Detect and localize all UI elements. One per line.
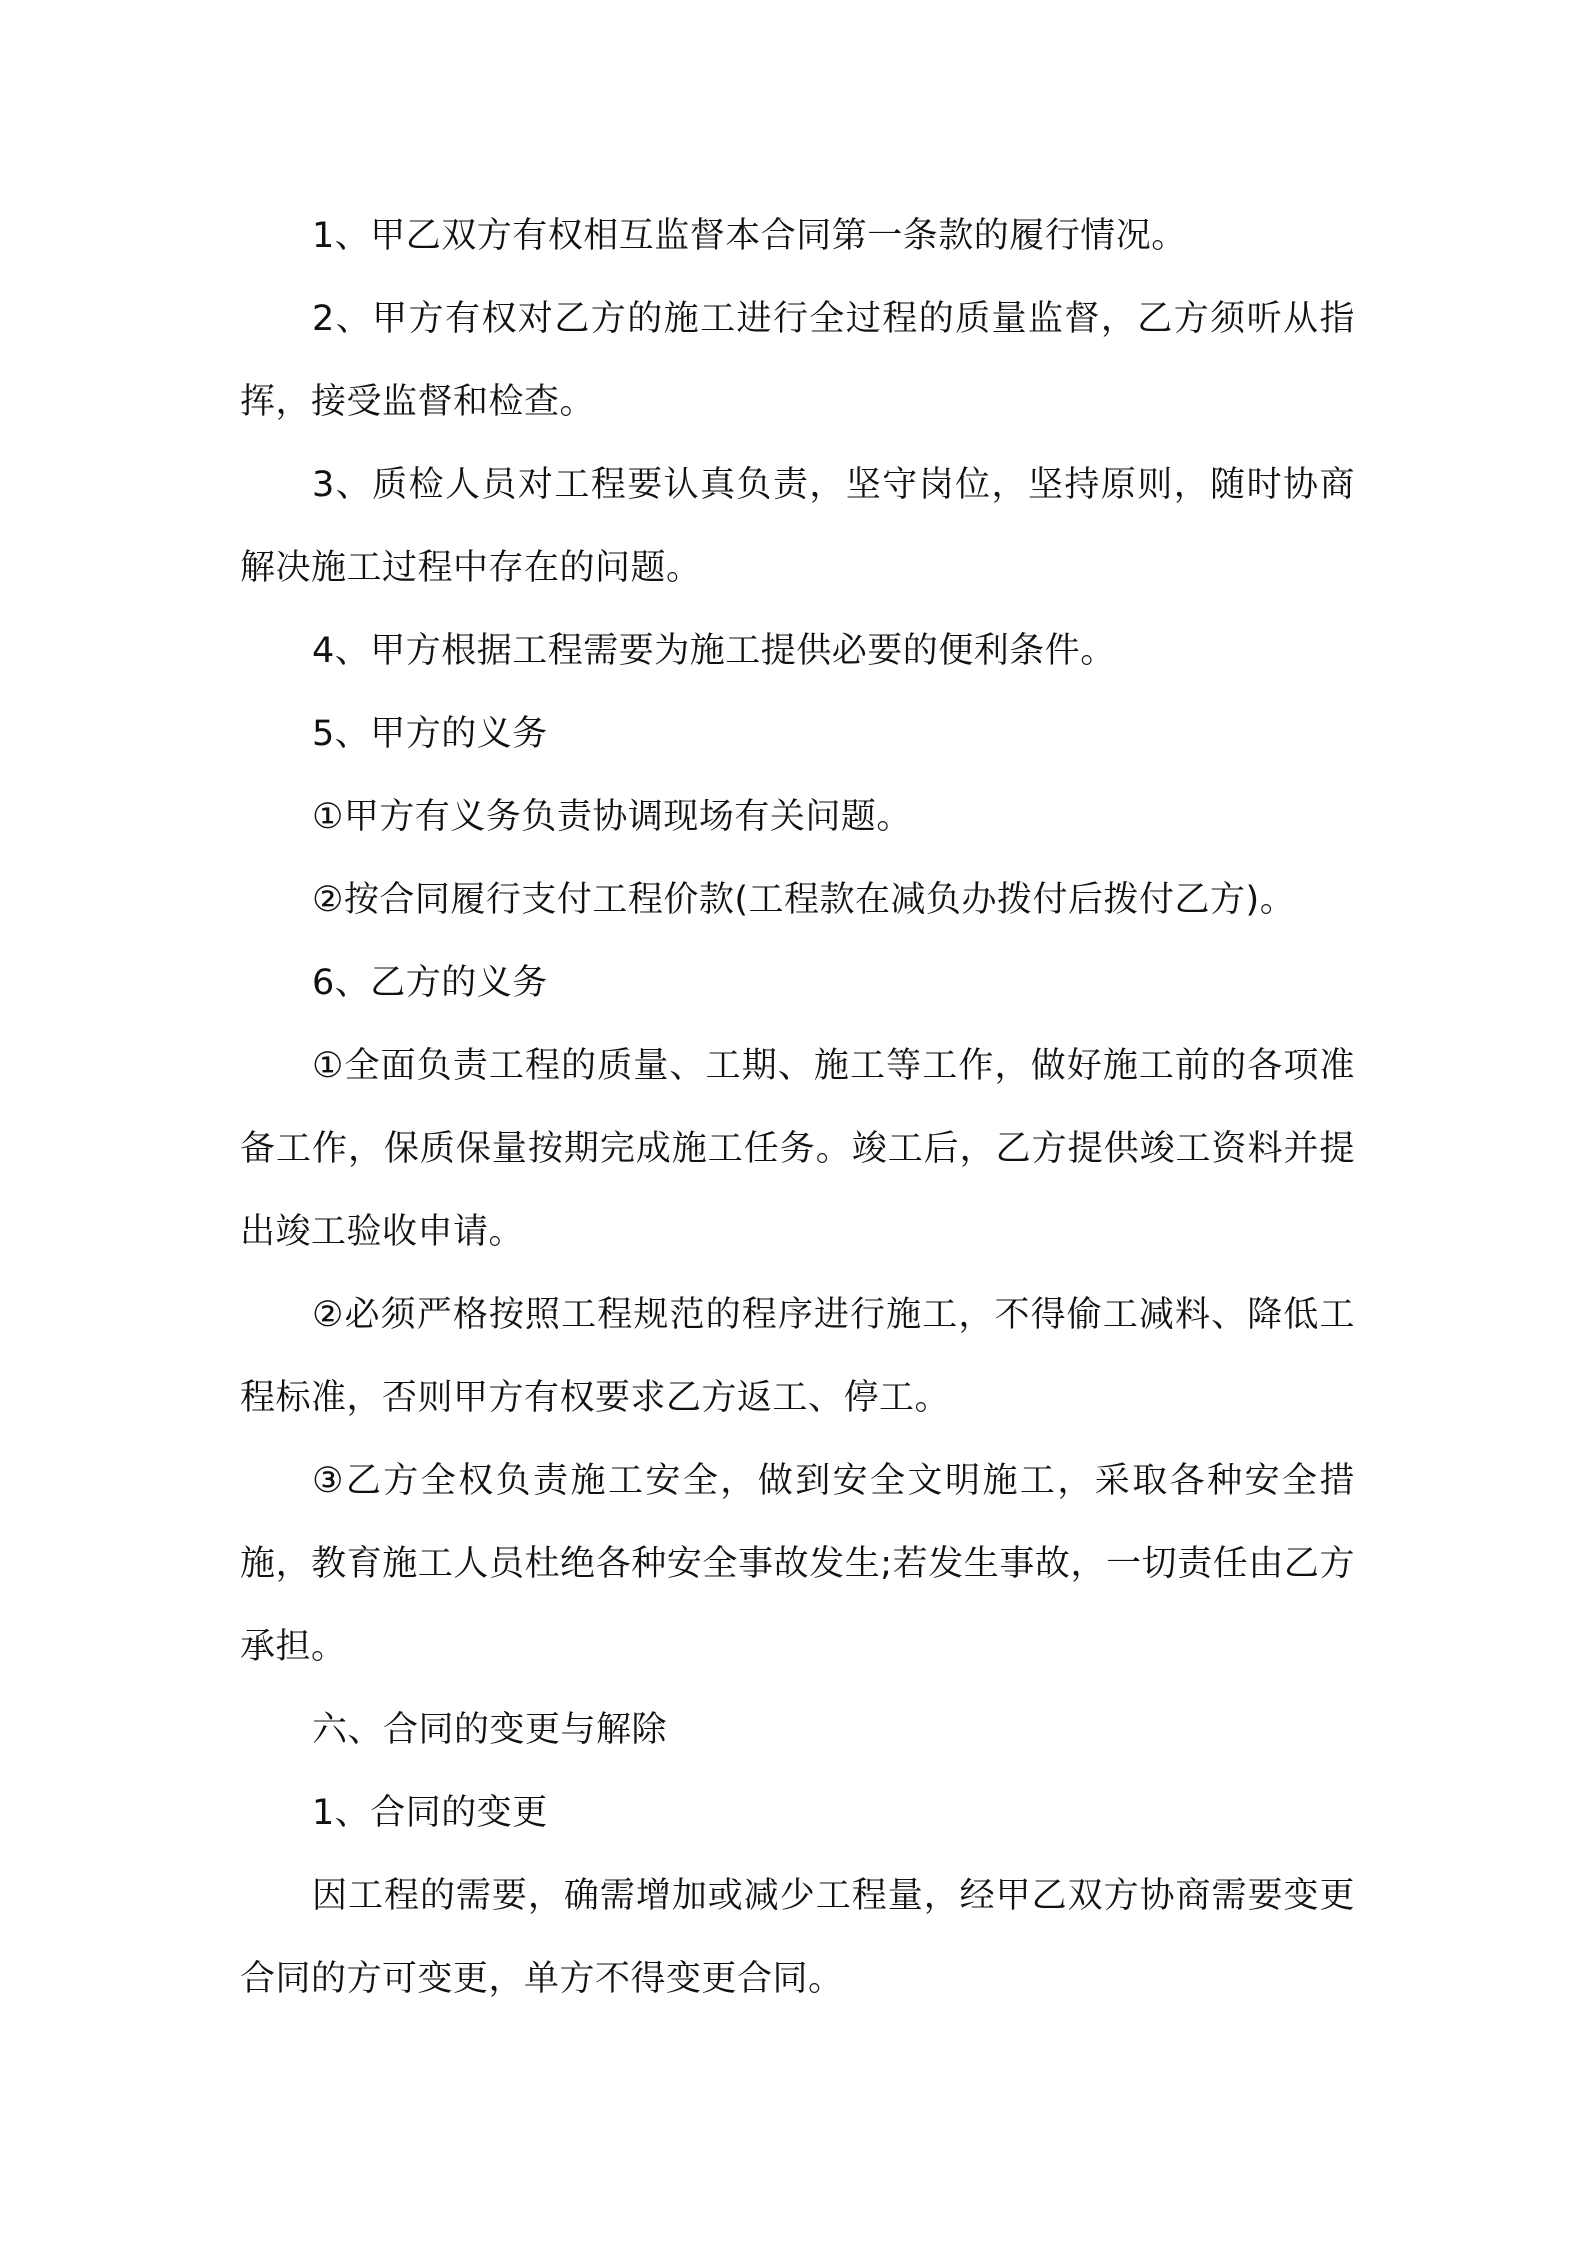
clause-6-party-b-obligations-heading: 6、乙方的义务 (312, 963, 548, 1003)
party-b-obligation-3: ③乙方全权负责施工安全，做到安全文明施工，采取各种安全措施，教育施工人员杜绝各种安全事故发生;若发生事故，一切责任由乙方承担。 (240, 1461, 1355, 1667)
party-b-obligation-1: ①全面负责工程的质量、工期、施工等工作，做好施工前的各项准备工作，保质保量按期完成施工任务。竣工后，乙方提供竣工资料并提出竣工验收申请。 (240, 1046, 1355, 1252)
clause-3-quality-inspectors: 3、质检人员对工程要认真负责，坚守岗位，坚持原则，随时协商解决施工过程中存在的问题。 (240, 465, 1355, 588)
clause-5-party-a-obligations-heading: 5、甲方的义务 (312, 714, 548, 754)
clause-1-supervision-rights: 1、甲乙双方有权相互监督本合同第一条款的履行情况。 (312, 216, 1187, 256)
party-a-obligation-2: ②按合同履行支付工程价款(工程款在减负办拨付后拨付乙方)。 (312, 880, 1296, 920)
section-6-heading: 六、合同的变更与解除 (312, 1710, 668, 1750)
party-b-obligation-2: ②必须严格按照工程规范的程序进行施工，不得偷工减料、降低工程标准，否则甲方有权要求乙方返工、停工。 (240, 1295, 1355, 1418)
party-a-obligation-1: ①甲方有义务负责协调现场有关问题。 (312, 797, 912, 837)
subsection-1-contract-change: 1、合同的变更 (312, 1793, 548, 1833)
clause-2-quality-supervision: 2、甲方有权对乙方的施工进行全过程的质量监督，乙方须听从指挥，接受监督和检查。 (240, 299, 1355, 422)
document-body (240, 195, 1355, 2021)
contract-change-text: 因工程的需要，确需增加或减少工程量，经甲乙双方协商需要变更合同的方可变更，单方不得变更合同。 (240, 1876, 1355, 1999)
clause-4-construction-conditions: 4、甲方根据工程需要为施工提供必要的便利条件。 (312, 631, 1116, 671)
